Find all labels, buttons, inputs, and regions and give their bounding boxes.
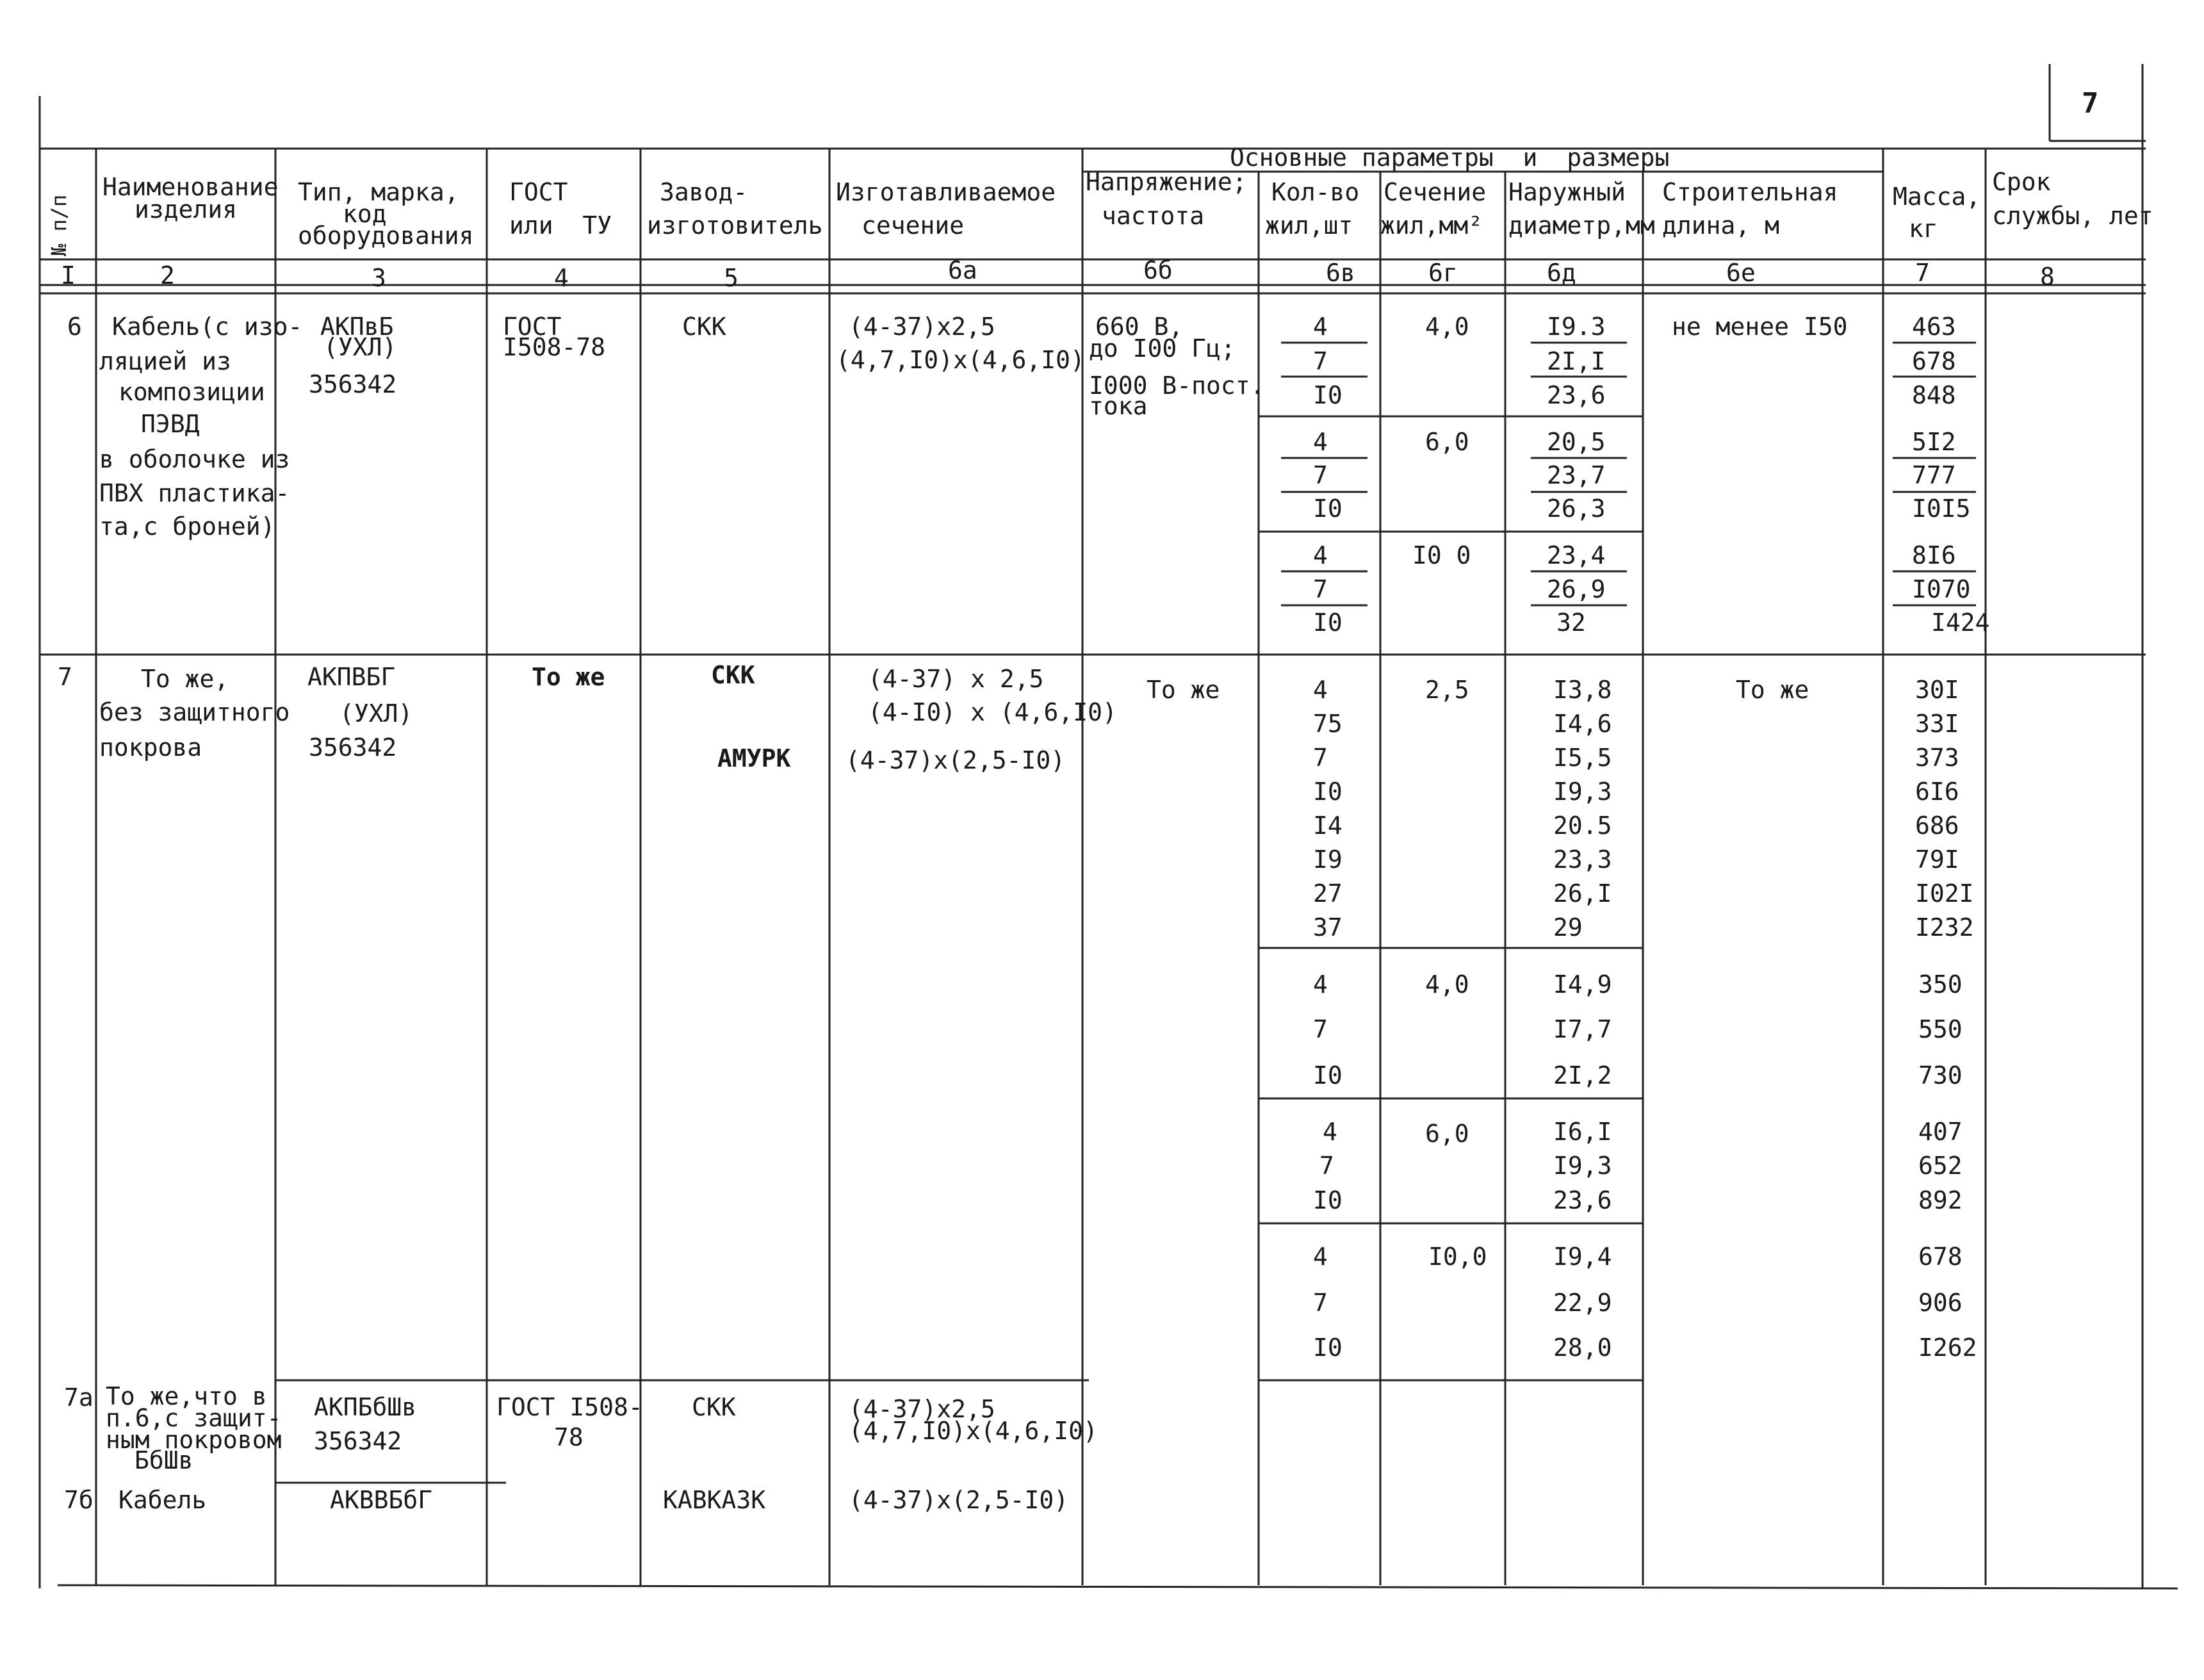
row6-type-3: 356342 <box>309 370 397 398</box>
row7a-type-2: 356342 <box>314 1427 402 1455</box>
row7-g3-diam: I6,I <box>1553 1118 1612 1146</box>
row7-g1-mass: I232 <box>1915 913 1974 942</box>
row6-name-2: ляцией из <box>99 347 231 375</box>
row7-g4-mass: 678 <box>1918 1243 1963 1271</box>
row6-g3-diam: 26,9 <box>1547 575 1606 603</box>
row7-g2-mass: 730 <box>1918 1061 1963 1089</box>
row6-g2-count: I0 <box>1313 494 1343 523</box>
row7a-name-2: п.6,с защит- <box>106 1404 282 1432</box>
col-num-6g: 6г <box>1428 259 1458 287</box>
col-header-diam-2: диаметр,мм <box>1508 211 1655 240</box>
row6-g1-diam: 2I,I <box>1547 347 1606 375</box>
col-header-cross-1: Сечение <box>1384 178 1487 206</box>
row6-g1-count: I0 <box>1313 381 1343 409</box>
row7-g2-count: 4 <box>1313 970 1328 999</box>
row6-g3-diam: 23,4 <box>1547 541 1606 569</box>
row6-name-4: ПЭВД <box>141 410 200 438</box>
col-header-voltage-2: частота <box>1102 202 1205 230</box>
row7-g1-count: 7 <box>1313 744 1328 772</box>
col-num-7: 7 <box>1915 259 1930 287</box>
col-header-mass-1: Масса, <box>1893 183 1981 211</box>
row6-g1-diam: 23,6 <box>1547 381 1606 409</box>
row7-type-1: АКПВБГ <box>307 663 396 691</box>
row7-g1-mass: 30I <box>1915 676 1959 704</box>
row7-g3-count: I0 <box>1313 1186 1343 1214</box>
row7-g3-diam: I9,3 <box>1553 1152 1612 1180</box>
row7-name-1: То же, <box>141 665 229 693</box>
row6-g1-mass: 678 <box>1912 347 1956 375</box>
row7-name-3: покрова <box>99 733 202 762</box>
row6-g1-diam: I9.3 <box>1547 313 1606 341</box>
row7-g1-diam: 26,I <box>1553 879 1612 908</box>
row7b-section: (4-37)х(2,5-I0) <box>849 1486 1069 1514</box>
row6-factory: СКК <box>682 313 726 341</box>
row6-g1-mass: 848 <box>1912 381 1956 409</box>
col-header-name-1: Наименование <box>102 173 279 201</box>
row7-g1-count: 75 <box>1313 710 1343 738</box>
row6-g3-section: I0 0 <box>1412 541 1471 569</box>
page-number: 7 <box>2082 87 2099 120</box>
row6-name-7: та,с броней) <box>99 512 275 541</box>
row6-gost-1: ГОСТ <box>503 313 562 341</box>
row7-g4-count: 4 <box>1313 1243 1328 1271</box>
row7-g1-count: 4 <box>1313 676 1328 704</box>
row7-g1-mass: 373 <box>1915 744 1959 772</box>
col-header-mass-2: кг <box>1909 215 1938 243</box>
col-header-voltage-1: Напряжение; <box>1086 168 1247 196</box>
col-num-6v: 6в <box>1326 259 1355 287</box>
row6-g2-diam: 20,5 <box>1547 428 1606 456</box>
col-header-gost-1: ГОСТ <box>509 178 568 206</box>
col-header-life-2: службы, лет <box>1992 202 2153 230</box>
row6-g3-mass: I070 <box>1912 575 1971 603</box>
row6-voltage-3: I000 В-пост. <box>1089 371 1265 400</box>
row6-type-1: АКПвБ <box>320 313 394 341</box>
col-header-length-2: длина, м <box>1662 211 1780 240</box>
row7-g3-count: 7 <box>1319 1152 1334 1180</box>
col-num-2: 2 <box>160 261 175 290</box>
col-header-num: № п/п <box>47 194 71 256</box>
row7-section-3: (4-37)х(2,5-I0) <box>845 746 1066 774</box>
row7-g2-diam: I7,7 <box>1553 1015 1612 1043</box>
row6-g3-count: 4 <box>1313 541 1328 569</box>
row7-g1-diam: 20.5 <box>1553 811 1612 840</box>
row7-g1-mass: 6I6 <box>1915 778 1959 806</box>
row6-length: не менее I50 <box>1672 313 1848 341</box>
row6-num: 6 <box>67 313 82 341</box>
row6-name-3: композиции <box>118 378 265 406</box>
row7-g3-count: 4 <box>1323 1118 1337 1146</box>
group-title: Основные параметры и размеры <box>1230 143 1670 172</box>
col-header-name-2: изделия <box>135 195 238 224</box>
row6-g3-count: 7 <box>1313 575 1328 603</box>
col-num-6b: 6б <box>1143 256 1173 284</box>
row7-g3-diam: 23,6 <box>1553 1186 1612 1214</box>
row7a-section-2: (4,7,I0)х(4,6,I0) <box>849 1417 1098 1445</box>
col-header-diam-1: Наружный <box>1508 178 1626 206</box>
col-num-6e: 6е <box>1726 259 1756 287</box>
row7-g4-section: I0,0 <box>1428 1243 1487 1271</box>
row7-g1-mass: I02I <box>1915 879 1974 908</box>
col-header-type-2: код <box>343 200 387 228</box>
row6-g2-mass: 5I2 <box>1912 428 1956 456</box>
row6-voltage-4: тока <box>1089 392 1148 420</box>
row6-g1-count: 7 <box>1313 347 1328 375</box>
col-header-gost-2: или ТУ <box>509 211 612 240</box>
row7-g2-diam: 2I,2 <box>1553 1061 1612 1089</box>
row7-length: То же <box>1736 676 1809 704</box>
row7-g3-section: 6,0 <box>1425 1120 1469 1148</box>
row6-name-6: ПВХ пластика- <box>99 479 290 507</box>
row6-g2-count: 7 <box>1313 461 1328 489</box>
col-num-8: 8 <box>2040 263 2055 291</box>
row7-g4-diam: I9,4 <box>1553 1243 1612 1271</box>
row6-type-2: (УХЛ) <box>323 333 397 361</box>
row7-g1-diam: 23,3 <box>1553 845 1612 874</box>
row7-section-1: (4-37) х 2,5 <box>868 665 1044 693</box>
row7-g1-mass: 79I <box>1915 845 1959 874</box>
row7-factory-1: СКК <box>711 661 755 689</box>
row6-g3-count: I0 <box>1313 608 1343 637</box>
row7a-name-4: БбШв <box>135 1446 193 1474</box>
row7-g2-section: 4,0 <box>1425 970 1469 999</box>
row7-g2-diam: I4,9 <box>1553 970 1612 999</box>
col-header-type-1: Тип, марка, <box>298 178 459 206</box>
row7b-factory: КАВКАЗК <box>663 1486 766 1514</box>
col-num-6d: 6д <box>1547 259 1576 287</box>
row6-section-2: (4,7,I0)х(4,6,I0) <box>836 346 1085 374</box>
row7a-type-1: АКПБбШв <box>314 1393 417 1421</box>
row6-g1-mass: 463 <box>1912 313 1956 341</box>
row6-g3-diam: 32 <box>1556 608 1586 637</box>
row7a-gost-2: 78 <box>554 1423 584 1451</box>
row6-g2-mass: I0I5 <box>1912 494 1971 523</box>
row7-g4-mass: 906 <box>1918 1289 1963 1317</box>
col-header-factory-2: изготовитель <box>647 211 823 240</box>
col-header-section-1: Изготавливаемое <box>836 178 1056 206</box>
row6-g1-count: 4 <box>1313 313 1328 341</box>
row6-g2-section: 6,0 <box>1425 428 1469 456</box>
row6-g2-count: 4 <box>1313 428 1328 456</box>
row6-g2-diam: 26,3 <box>1547 494 1606 523</box>
row7-g1-section: 2,5 <box>1425 676 1469 704</box>
col-num-1: I <box>61 261 76 290</box>
row7-g2-mass: 550 <box>1918 1015 1963 1043</box>
col-num-6a: 6а <box>948 256 977 284</box>
col-num-3: 3 <box>371 264 386 292</box>
row7-gost: То же <box>532 663 605 691</box>
row6-g1-section: 4,0 <box>1425 313 1469 341</box>
col-header-length-1: Строительная <box>1662 178 1838 206</box>
row7a-name-1: То же,что в <box>106 1382 267 1410</box>
row7-g1-diam: 29 <box>1553 913 1583 942</box>
row7b-num: 7б <box>64 1486 94 1514</box>
row7a-section-1: (4-37)х2,5 <box>849 1395 995 1423</box>
row7-num: 7 <box>58 663 72 691</box>
col-num-5: 5 <box>724 264 739 292</box>
row7-g1-mass: 33I <box>1915 710 1959 738</box>
row7-g4-count: 7 <box>1313 1289 1328 1317</box>
row7-g1-diam: I9,3 <box>1553 778 1612 806</box>
row7-g1-diam: I3,8 <box>1553 676 1612 704</box>
row7-g4-diam: 22,9 <box>1553 1289 1612 1317</box>
col-header-type-3: оборудования <box>298 222 474 250</box>
row7-g3-mass: 652 <box>1918 1152 1963 1180</box>
row6-voltage-2: до I00 Гц; <box>1089 334 1236 363</box>
row7a-num: 7а <box>64 1383 94 1412</box>
row6-name-1: Кабель(с изо- <box>112 313 303 341</box>
row7-g1-count: 37 <box>1313 913 1343 942</box>
row6-g3-mass: I424 <box>1931 608 1990 637</box>
row7-g1-count: I4 <box>1313 811 1343 840</box>
row7a-name-3: ным покровом <box>106 1426 282 1454</box>
row7-g1-diam: I4,6 <box>1553 710 1612 738</box>
col-num-4: 4 <box>554 264 569 292</box>
row7-g4-diam: 28,0 <box>1553 1333 1612 1362</box>
row7b-name: Кабель <box>118 1486 207 1514</box>
row7a-gost-1: ГОСТ I508- <box>496 1393 643 1421</box>
row7-g2-count: I0 <box>1313 1061 1343 1089</box>
row7a-factory: СКК <box>692 1393 736 1421</box>
row7-g2-count: 7 <box>1313 1015 1328 1043</box>
row7-g1-mass: 686 <box>1915 811 1959 840</box>
row7-g3-mass: 407 <box>1918 1118 1963 1146</box>
row7-g1-count: I0 <box>1313 778 1343 806</box>
col-header-factory-1: Завод- <box>660 178 748 206</box>
row6-section-1: (4-37)х2,5 <box>849 313 995 341</box>
row6-g2-mass: 777 <box>1912 461 1956 489</box>
row6-g2-diam: 23,7 <box>1547 461 1606 489</box>
col-header-life-1: Срок <box>1992 168 2051 196</box>
row7b-type: АКВВБбГ <box>330 1486 433 1514</box>
col-header-count-2: жил,шт <box>1265 211 1353 240</box>
row7-g2-mass: 350 <box>1918 970 1963 999</box>
row6-g3-mass: 8I6 <box>1912 541 1956 569</box>
col-header-count-1: Кол-во <box>1271 178 1360 206</box>
row7-g1-diam: I5,5 <box>1553 744 1612 772</box>
row6-name-5: в оболочке из <box>99 445 290 473</box>
row7-g3-mass: 892 <box>1918 1186 1963 1214</box>
row7-g4-count: I0 <box>1313 1333 1343 1362</box>
row7-name-2: без защитного <box>99 698 290 726</box>
row7-voltage: То же <box>1147 676 1220 704</box>
row6-gost-2: I508-78 <box>503 333 606 361</box>
row7-g1-count: I9 <box>1313 845 1343 874</box>
col-header-cross-2: жил,мм² <box>1380 211 1483 240</box>
row7-g1-count: 27 <box>1313 879 1343 908</box>
row7-factory-2: АМУРК <box>717 744 791 772</box>
col-header-section-2: сечение <box>861 211 965 240</box>
row7-type-3: 356342 <box>309 733 397 762</box>
row7-type-2: (УХЛ) <box>339 699 413 728</box>
row7-g4-mass: I262 <box>1918 1333 1977 1362</box>
row6-voltage-1: 660 В, <box>1095 313 1184 341</box>
row7-section-2: (4-I0) х (4,6,I0) <box>868 698 1117 726</box>
